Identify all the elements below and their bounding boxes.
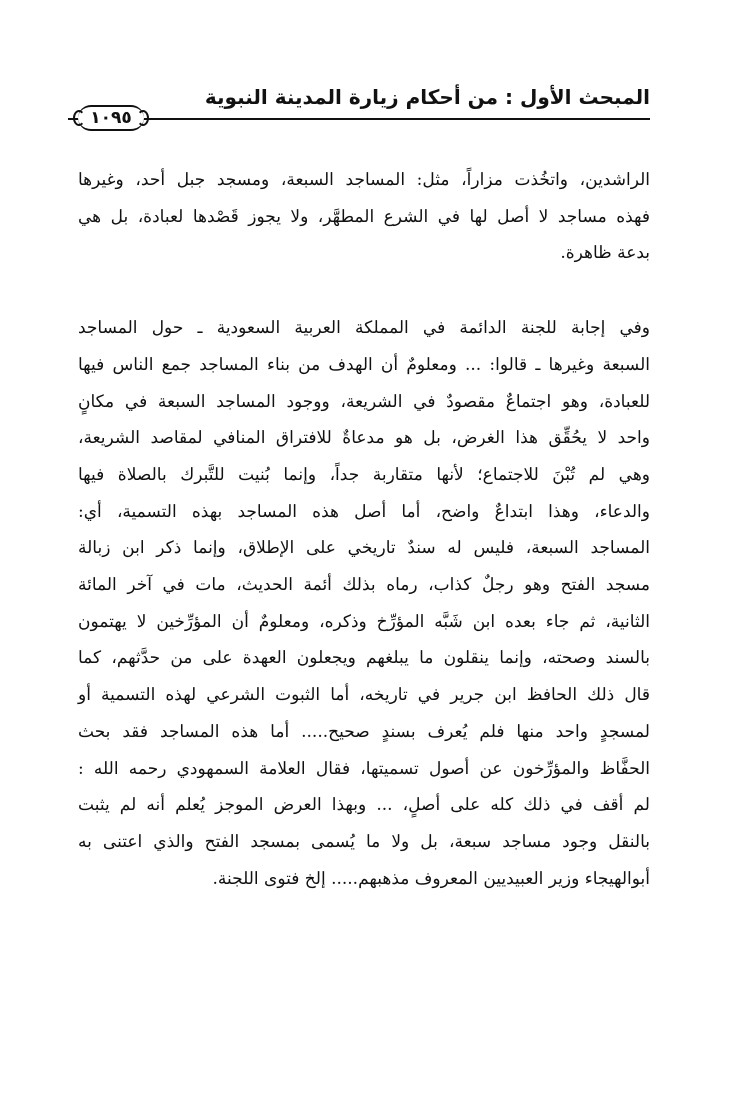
text-line: مسجد الفتح وهو رجلٌ كذاب، رماه بذلك أئمة الحديث، مات في آخر المائة xyxy=(78,575,650,596)
text-line: المساجد السبعة، فليس له سندٌ تاريخي على الإطلاق، وإنما ذكر ابن زبالة xyxy=(78,538,650,559)
running-title: المبحث الأول : من أحكام زيارة المدينة النبوية xyxy=(204,85,650,109)
text-line: لمسجدٍ واحد منها فلم يُعرف بسندٍ صحيح..... أما هذه المساجد فقد بحث xyxy=(78,721,650,742)
text-line: الراشدين، واتخُذت مزاراً، مثل: المساجد السبعة، ومسجد جبل أحد، وغيرها xyxy=(78,170,650,190)
text-line: أبوالهيجاء وزير العبيديين المعروف مذهبهم..... إلخ فتوى اللجنة. xyxy=(212,868,650,889)
text-line: بالسند وصحته، وإنما ينقلون ما يبلغهم ويجعلون العهدة على من حدَّثهم، كما xyxy=(78,648,650,669)
text-line: للعبادة، وهو اجتماعٌ مقصودٌ في الشريعة، ووجود المساجد السبعة في مكانٍ xyxy=(78,391,650,412)
text-line: السبعة وغيرها ـ قالوا: ... ومعلومٌ أن الهدف من بناء المساجد جمع الناس فيها xyxy=(78,354,650,375)
text-line: وفي إجابة للجنة الدائمة في المملكة العربية السعودية ـ حول المساجد xyxy=(78,318,650,339)
text-line: والدعاء، وهذا ابتداعٌ واضح، أما أصل هذه المساجد بهذه التسمية، أي: xyxy=(78,501,650,522)
page-header xyxy=(68,82,650,128)
page-number: ١٠٩٥ xyxy=(78,105,144,131)
paragraph-2 xyxy=(78,310,650,897)
text-line: فهذه مساجد لا أصل لها في الشرع المطهَّر، ولا يجوز قَصْدها لعبادة، بل هي xyxy=(78,206,650,227)
text-line: وهي لم تُبْنَ للاجتماع؛ لأنها متقاربة جداً، وإنما بُنيت للتَّبرك بالصلاة فيها xyxy=(78,464,650,485)
text-line: لم أقف في ذلك كله على أصلٍ، ... وبهذا العرض الموجز يُعلم أنه لم يثبت xyxy=(78,795,650,816)
paragraph-spacer xyxy=(78,272,650,310)
text-line: بدعة ظاهرة. xyxy=(560,243,650,264)
text-line: الحفَّاظ والمؤرِّخون عن أصول تسميتها، فقال العلامة السمهودي رحمه الله : xyxy=(78,758,650,779)
text-line: قال ذلك الحافظ ابن جرير في تاريخه، أما الثبوت الشرعي لهذه التسمية أو xyxy=(78,685,650,706)
text-line: بالنقل وجود مساجد سبعة، بل ولا ما يُسمى بمسجد الفتح والذي اعتنى به xyxy=(78,831,650,852)
header-rule xyxy=(68,118,650,120)
text-line: الثانية، ثم جاء بعده ابن شَبَّه المؤرِّخ وذكره، ومعلومٌ أن المؤرِّخين لا يهتمون xyxy=(78,611,650,632)
paragraph-1 xyxy=(78,162,650,272)
body-text xyxy=(78,162,650,897)
text-line: واحد لا يحُقِّق هذا الغرض، بل هو مدعاةٌ للافتراق المنافي لمقاصد الشريعة، xyxy=(78,428,650,449)
